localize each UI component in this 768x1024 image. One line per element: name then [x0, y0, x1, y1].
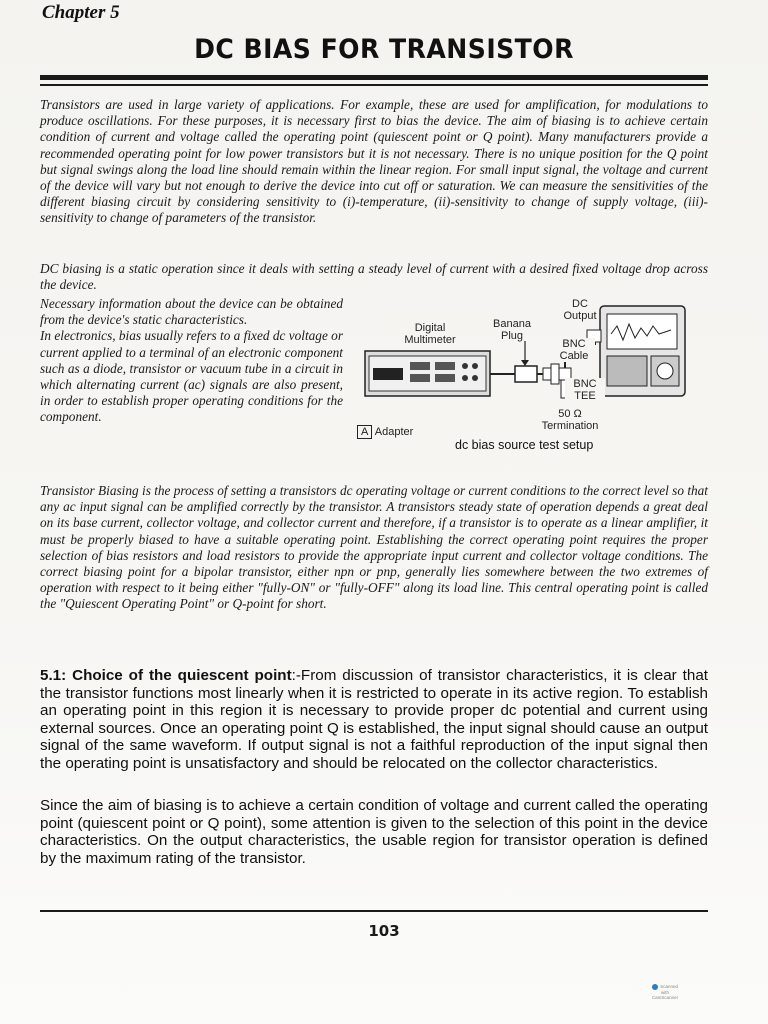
- title-rule-thin: [40, 84, 708, 86]
- label-adapter: [357, 426, 437, 438]
- scanner-watermark: [650, 984, 680, 1014]
- page-number: 103: [368, 922, 400, 940]
- paragraph-bias-definition: In electronics, bias usually refers to a fixed dc voltage or current applied to a terminal of an electronic component such as a diode, transistor or vacuum tube in a circuit in which alternating current (ac) signals are also present, in order to establish proper operating conditions for the component.: [40, 328, 343, 425]
- section-heading: 5.1: Choice of the quiescent point: [40, 667, 292, 684]
- adapter-box: A: [357, 425, 372, 439]
- footer-rule: [40, 910, 708, 912]
- label-multimeter: Digital Multimeter: [404, 322, 456, 346]
- label-bnc-cable: BNC Cable: [553, 338, 595, 362]
- test-setup-figure: [355, 296, 695, 461]
- chapter-label: Chapter 5: [42, 2, 120, 23]
- scanner-text: Scanned with CamScanner: [651, 984, 679, 1000]
- section-paragraph-2: Since the aim of biasing is to achieve a certain condition of voltage and current called the operating point (quiescent point or Q point), some attention is given to the selection of this point in the device characteristics. On the output characteristics, the usable region for transistor operation is defined by the maximum rating of the transistor.: [40, 797, 708, 867]
- paragraph-intro: Transistors are used in large variety of applications. For example, these are used for amplification, for modulations to produce oscillations. For these purposes, it is necessary first to bias the device. The aim of biasing is to achieve certain condition of current and voltage called the operating point (quiescent point or Q point). Many manufacturers provide a recommended operating point for low power transistors but it is not necessary. There is no unique position for the Q point but signal swings along the load line should remain within the linear region. For small input signal, the voltage and current of the device will vary but not enough to derive the device into cut off or saturation. We can measure the sensitivities of the different biasing circuit by considering sensitivity to (i)-temperature, (ii)-sensitivity to change of supply voltage, (iii)-sensitivity to change of parameters of the transistor.: [40, 97, 708, 226]
- adapter-a: [551, 364, 559, 384]
- label-termination: 50 Ω Termination: [535, 408, 605, 432]
- paragraph-transistor-biasing: Transistor Biasing is the process of setting a transistors dc operating voltage or current conditions to the correct level so that any ac input signal can be amplified correctly by the transistor. A transistors steady state of operation depends a great deal on its base current, collector voltage, and collector current and therefore, if a transistor is to operate as a linear amplifier, it must be properly biased to have a suitable operating point. Establishing the correct operating point requires the proper selection of bias resistors and load resistors to provide the appropriate input current and collector voltage conditions. The correct biasing point for a bipolar transistor, either npn or pnp, generally lies somewhere between the two extremes of operation with respect to it being either "fully-ON" or "fully-OFF" along its load line. This central operating point is called the "Quiescent Operating Point" or Q-point for short.: [40, 483, 708, 612]
- adapter-text: Adapter: [374, 426, 414, 438]
- page-title: DC BIAS FOR TRANSISTOR: [194, 34, 574, 65]
- banana-plug: [515, 366, 537, 382]
- label-dc-output: DC Output: [563, 298, 597, 322]
- paragraph-dc-biasing: DC biasing is a static operation since it deals with setting a steady level of current with a desired fixed voltage drop across the device.: [40, 261, 708, 293]
- left-column-text: [40, 296, 343, 426]
- multimeter-device: [365, 351, 490, 396]
- label-banana-plug: Banana Plug: [493, 318, 531, 342]
- label-bnc-tee: BNC TEE: [565, 378, 605, 402]
- title-rule-thick: [40, 75, 708, 80]
- paragraph-device-info: Necessary information about the device can be obtained from the device's static characteristics.: [40, 296, 343, 328]
- section-5-1: [40, 667, 708, 773]
- section-paragraph-1: :-From discussion of transistor characteristics, it is clear that the transistor functions most linearly when it is restricted to operate in its active region. To establish an operating point in this region it is necessary to provide proper dc potential and current using external sources. Once an operating point Q is established, the input signal should cause an output signal of the same waveform. If output signal is not a faithful reproduction of the input signal then the operating point is unsatisfactory and should be relocated on the collector characteristics.: [40, 667, 708, 772]
- dc-source-device: [600, 306, 685, 396]
- camscanner-logo-icon: [652, 984, 658, 990]
- test-setup-diagram: [355, 296, 695, 436]
- figure-caption: dc bias source test setup: [455, 438, 594, 452]
